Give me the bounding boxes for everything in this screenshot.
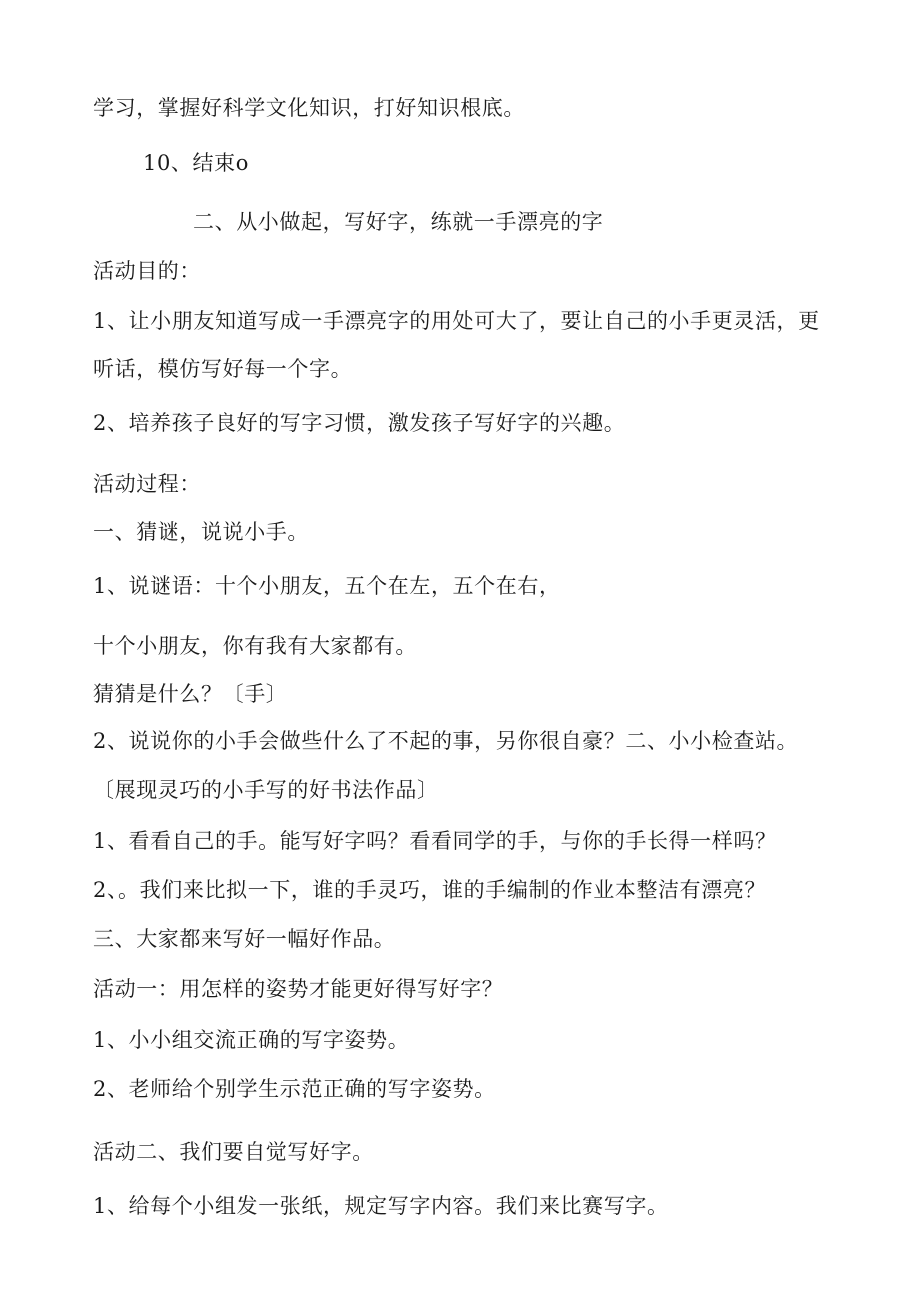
section-end-line: 10、结束o bbox=[143, 151, 249, 175]
paragraph-line: 2、说说你的小手会做些什么了不起的事，另你很自豪？二、小小检查站。 bbox=[93, 729, 799, 753]
paragraph-line: 1、看看自己的手。能写好字吗？看看同学的手，与你的手长得一样吗？ bbox=[93, 829, 777, 853]
paragraph-line: 〔展现灵巧的小手写的好书法作品〕 bbox=[93, 778, 439, 802]
paragraph-line: 1、小小组交流正确的写字姿势。 bbox=[93, 1028, 410, 1052]
paragraph-line: 2、老师给个别学生示范正确的写字姿势。 bbox=[93, 1077, 496, 1101]
paragraph-line: 2、。我们来比拟一下，谁的手灵巧，谁的手编制的作业本整洁有漂亮？ bbox=[93, 878, 767, 902]
paragraph-line: 学习，掌握好科学文化知识，打好知识根底。 bbox=[93, 96, 525, 120]
paragraph-line: 1、给每个小组发一张纸，规定写字内容。我们来比赛写字。 bbox=[93, 1194, 669, 1218]
list-heading: 一、猜谜，说说小手。 bbox=[93, 520, 309, 544]
paragraph-line: 十个小朋友，你有我有大家都有。 bbox=[93, 634, 417, 658]
paragraph-line: 1、说谜语：十个小朋友，五个在左，五个在右， bbox=[93, 574, 561, 598]
activity-heading: 活动一：用怎样的姿势才能更好得写好字？ bbox=[93, 977, 504, 1001]
paragraph-line: 1、让小朋友知道写成一手漂亮字的用处可大了，要让自己的小手更灵活，更 bbox=[93, 309, 820, 333]
paragraph-line: 2、培养孩子良好的写字习惯，激发孩子写好字的兴趣。 bbox=[93, 411, 626, 435]
list-heading: 三、大家都来写好一幅好作品。 bbox=[93, 927, 396, 951]
section-heading: 二、从小做起，写好字，练就一手漂亮的字 bbox=[193, 210, 604, 234]
paragraph-line: 听话，模仿写好每一个字。 bbox=[93, 357, 353, 381]
subheading-process: 活动过程： bbox=[93, 472, 201, 496]
activity-heading: 活动二、我们要自觉写好字。 bbox=[93, 1140, 374, 1164]
subheading-goal: 活动目的： bbox=[93, 259, 201, 283]
paragraph-line: 猜猜是什么？〔手〕 bbox=[93, 682, 288, 706]
